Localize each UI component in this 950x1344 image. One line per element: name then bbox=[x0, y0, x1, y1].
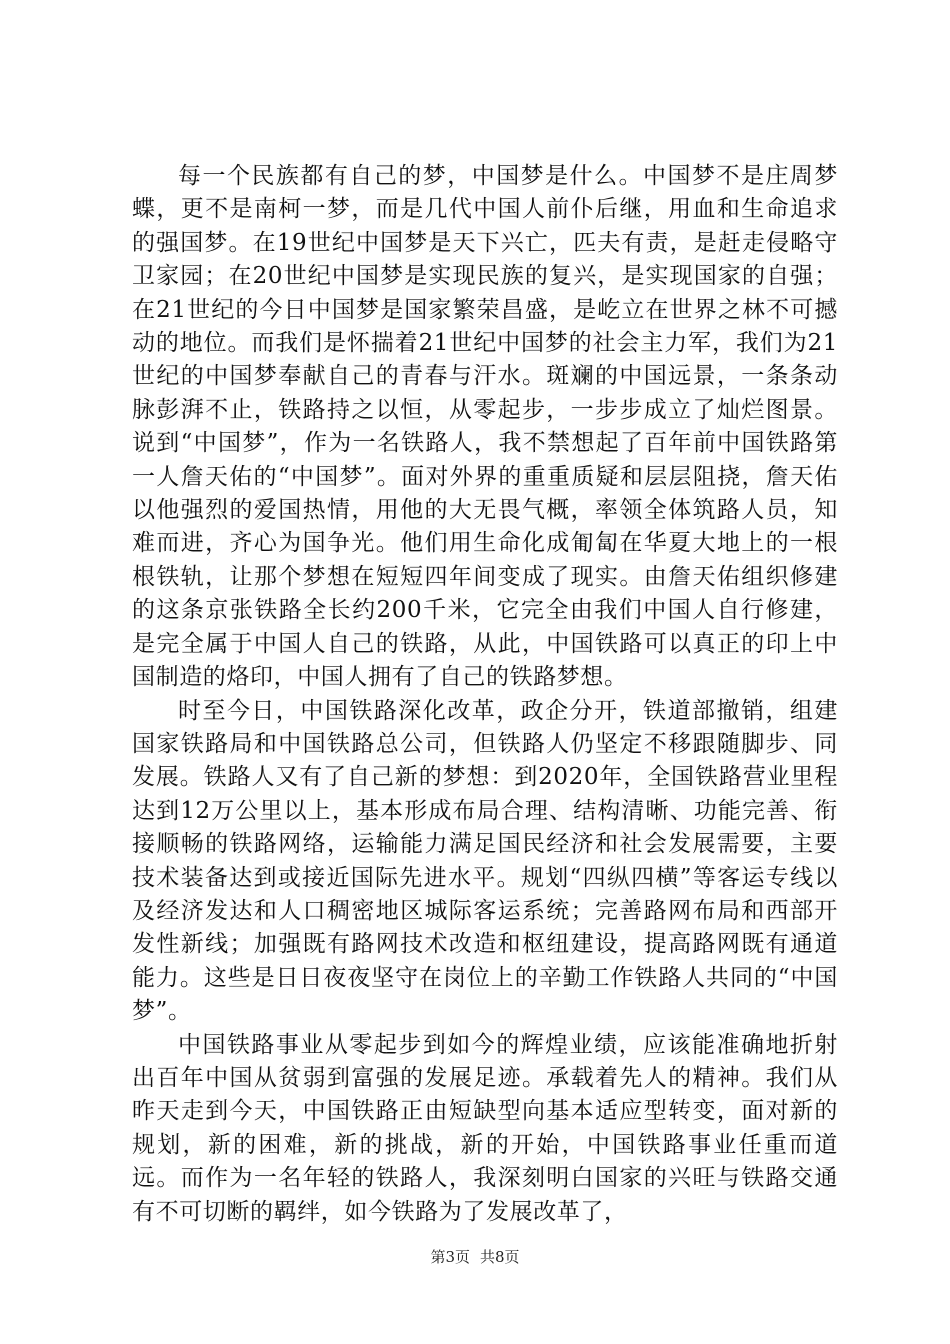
paragraph-railway-development: 中国铁路事业从零起步到如今的辉煌业绩，应该能准确地折射出百年中国从贫弱到富强的发展足迹。承载着先人的精神。我们从昨天走到今天，中国铁路正由短缺型向基本适应型转变，面对新的规划，新的困难，新的挑战，新的开始，中国铁路事业任重而道远。而作为一名年轻的铁路人，我深刻明白国家的兴旺与铁路交通有不可切断的羁绊，如今铁路为了发展改革了， bbox=[132, 1031, 838, 1225]
page-footer bbox=[0, 1247, 950, 1267]
document-body bbox=[132, 160, 838, 1229]
paragraph-chinese-dream: 每一个民族都有自己的梦，中国梦是什么。中国梦不是庄周梦蝶，更不是南柯一梦，而是几代中国人前仆后继，用血和生命追求的强国梦。在19世纪中国梦是天下兴亡，匹夫有责，是赶走侵略守卫家园；在20世纪中国梦是实现民族的复兴，是实现国家的自强；在21世纪的今日中国梦是国家繁荣昌盛，是屹立在世界之林不可撼动的地位。而我们是怀揣着21世纪中国梦的社会主力军，我们为21世纪的中国梦奉献自己的青春与汗水。斑斓的中国远景，一条条动脉彭湃不止，铁路持之以恒，从零起步，一步步成立了灿烂图景。说到“中国梦”，作为一名铁路人，我不禁想起了百年前中国铁路第一人詹天佑的“中国梦”。面对外界的重重质疑和层层阻挠，詹天佑以他强烈的爱国热情，用他的大无畏气概，率领全体筑路人员，知难而进，齐心为国争光。他们用生命化成匍匐在华夏大地上的一根根铁轨，让那个梦想在短短四年间变成了现实。由詹天佑组织修建的这条京张铁路全长约200千米，它完全由我们中国人自行修建，是完全属于中国人自己的铁路，从此，中国铁路可以真正的印上中国制造的烙印，中国人拥有了自己的铁路梦想。 bbox=[132, 163, 838, 691]
paragraph-railway-reform: 时至今日，中国铁路深化改革，政企分开，铁道部撤销，组建国家铁路局和中国铁路总公司，但铁路人仍坚定不移跟随脚步、同发展。铁路人又有了自己新的梦想：到2020年，全国铁路营业里程达到12万公里以上，基本形成布局合理、结构清晰、功能完善、衔接顺畅的铁路网络，运输能力满足国民经济和社会发展需要，主要技术装备达到或接近国际先进水平。规划“四纵四横”等客运专线以及经济发达和人口稠密地区城际客运系统；完善路网布局和西部开发性新线；加强既有路网技术改造和枢纽建设，提高路网既有通道能力。这些是日日夜夜坚守在岗位上的辛勤工作铁路人共同的“中国梦”。 bbox=[132, 697, 838, 1025]
total-page-count: 共8页 bbox=[480, 1248, 520, 1266]
current-page-number: 第3页 bbox=[430, 1248, 470, 1266]
